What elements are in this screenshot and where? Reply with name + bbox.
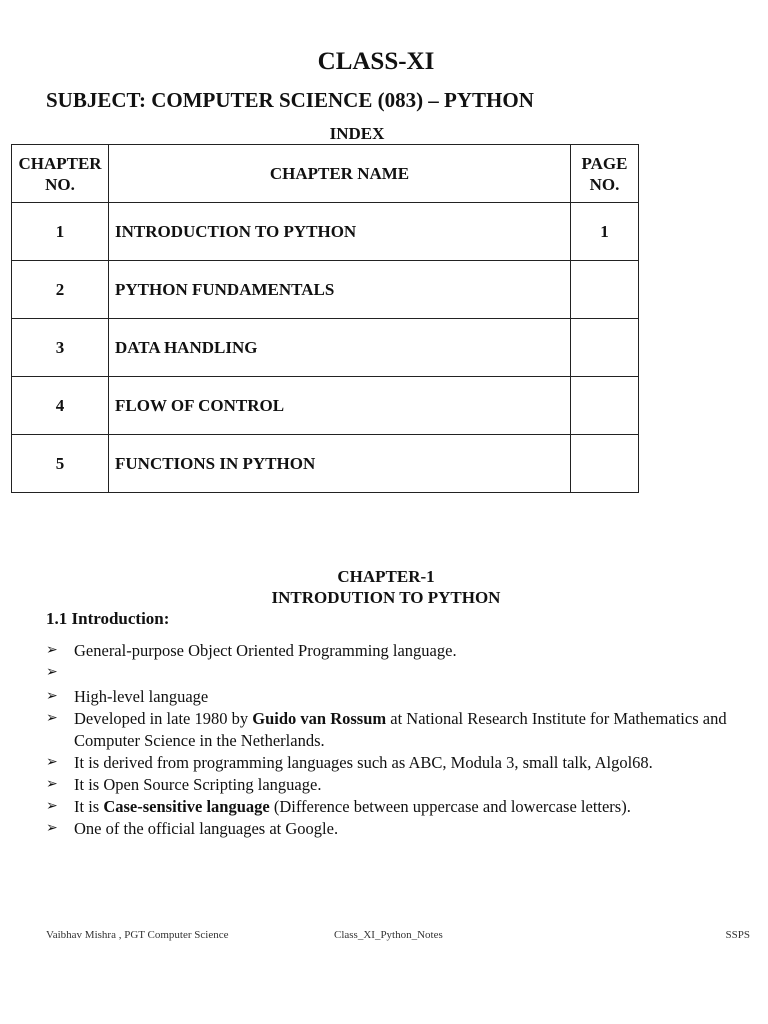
page-no-cell [571, 435, 639, 493]
list-item-text: It is Open Source Scripting language. [74, 775, 322, 794]
list-item [46, 662, 751, 686]
arrow-bullet-icon: ➢ [46, 643, 58, 658]
section-title: 1.1 Introduction: [46, 609, 170, 628]
list-item [46, 708, 751, 752]
chapter-name-cell: PYTHON FUNDAMENTALS [109, 261, 571, 319]
subject-heading: SUBJECT: COMPUTER SCIENCE (083) – PYTHON [46, 88, 534, 112]
table-row [12, 261, 639, 319]
list-item-text-cont: at National Research Institute for Mathematics and Computer Science in the Netherlands. [74, 709, 727, 750]
chapter-no-cell: 2 [12, 261, 109, 319]
table-row [12, 203, 639, 261]
list-item [46, 774, 751, 796]
arrow-bullet-icon: ➢ [46, 777, 58, 792]
arrow-bullet-icon: ➢ [46, 755, 58, 770]
developer-name: Guido van Rossum [252, 709, 387, 728]
arrow-bullet-icon: ➢ [46, 799, 58, 814]
page-no-cell [571, 319, 639, 377]
arrow-bullet-icon: ➢ [46, 665, 58, 680]
index-table [11, 144, 639, 493]
header-chapter-no [12, 145, 109, 203]
footer-doc-name: Class_XI_Python_Notes [334, 929, 443, 941]
chapter-no-cell: 1 [12, 203, 109, 261]
list-item-text: One of the official languages at Google. [74, 819, 339, 838]
footer-author: Vaibhav Mishra , PGT Computer Science [46, 929, 229, 941]
arrow-bullet-icon: ➢ [46, 711, 58, 726]
table-row [12, 319, 639, 377]
table-row [12, 377, 639, 435]
chapter-no-cell: 4 [12, 377, 109, 435]
chapter-no-cell: 5 [12, 435, 109, 493]
index-header-row [12, 145, 639, 203]
page-no-cell: 1 [571, 203, 639, 261]
chapter-number: CHAPTER-1 [337, 567, 435, 586]
page-no-cell [571, 261, 639, 319]
list-item [46, 686, 751, 708]
chapter-no-cell: 3 [12, 319, 109, 377]
list-item [46, 818, 751, 840]
chapter-name-cell: FUNCTIONS IN PYTHON [109, 435, 571, 493]
index-heading: INDEX [329, 124, 385, 143]
header-page-no [571, 145, 639, 203]
list-item-text: Developed in late 1980 by [74, 709, 253, 728]
list-item [46, 796, 751, 818]
list-item-text: High-level language [74, 687, 209, 706]
chapter-name-cell: FLOW OF CONTROL [109, 377, 571, 435]
header-page-no-line1: PAGE [581, 153, 628, 173]
chapter-name-cell: INTRODUCTION TO PYTHON [109, 203, 571, 261]
header-chapter-name: CHAPTER NAME [109, 145, 571, 203]
header-page-no-line2: NO. [589, 174, 620, 194]
list-item-text: General-purpose Object Oriented Programming language. [74, 641, 457, 660]
class-title: CLASS-XI [317, 48, 435, 75]
list-item [46, 752, 751, 774]
table-row [12, 435, 639, 493]
footer-school: SSPS [725, 929, 750, 941]
chapter-title: INTRODUTION TO PYTHON [271, 588, 501, 607]
list-item-text-cont: (Difference between uppercase and lowercase letters). [269, 797, 631, 816]
list-item-text: It is derived from programming languages such as ABC, Modula 3, small talk, Algol68. [74, 753, 653, 772]
bullet-list [46, 640, 751, 840]
list-item-text: It is [74, 797, 104, 816]
arrow-bullet-icon: ➢ [46, 689, 58, 704]
page-no-cell [571, 377, 639, 435]
list-item [46, 640, 751, 662]
header-chapter-no-line2: NO. [45, 174, 75, 194]
arrow-bullet-icon: ➢ [46, 821, 58, 836]
header-chapter-no-line1: CHAPTER [18, 153, 102, 173]
chapter-name-cell: DATA HANDLING [109, 319, 571, 377]
case-sensitive-term: Case-sensitive language [103, 797, 270, 816]
